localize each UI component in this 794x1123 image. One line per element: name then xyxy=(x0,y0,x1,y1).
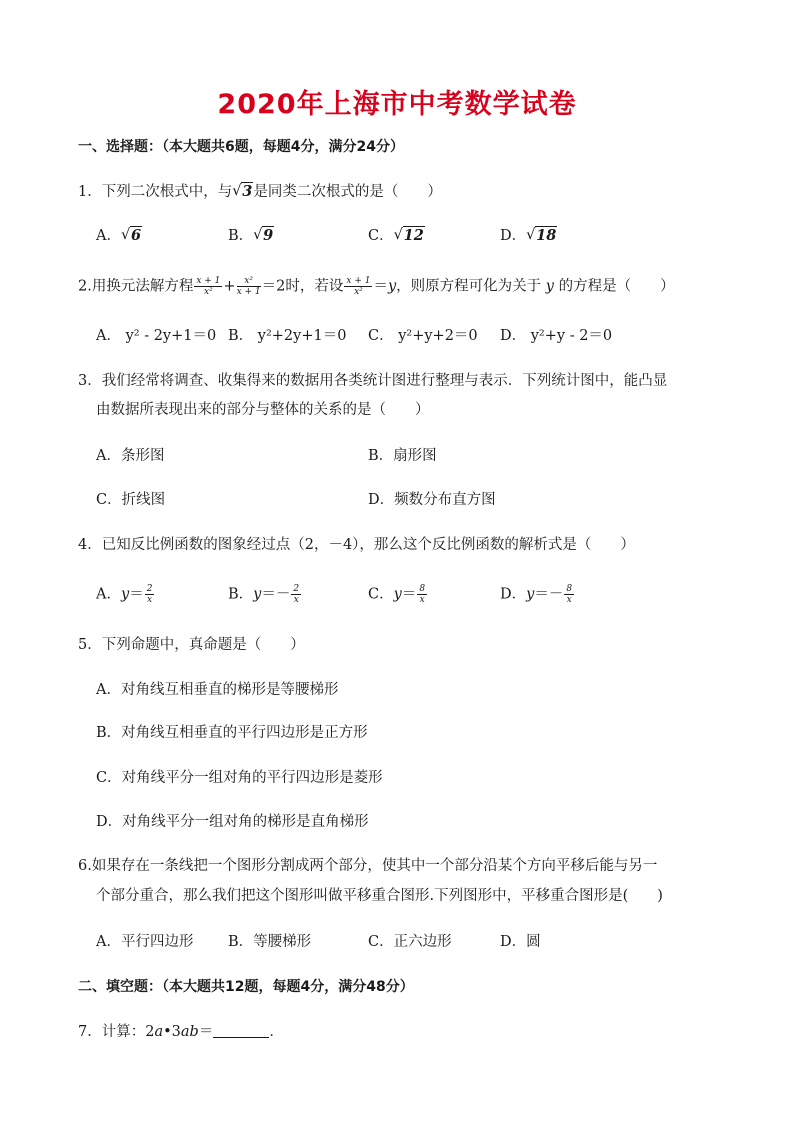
question-2: 2.用换元法解方程 $\frac{x + 1}{\text{x²}}$ + $\frac{\text{x²}}{x + 1}$ ＝2时，若设 $\frac{x + 1}{\text{x²}}$ ＝y，则原方程可化为关于 y 的方程是（ ） xyxy=(78,276,675,297)
question-6-line-2: 个部分重合，那么我们把这个图形叫做平移重合图形.下列图形中，平移重合图形是( ) xyxy=(96,888,663,904)
fraction: $\frac{x + 1}{\text{x²}}$ xyxy=(346,276,371,297)
q1-option-d: D．√ 18 xyxy=(500,226,557,246)
q4-option-a: A．y＝ $\frac{2}{x}$ xyxy=(96,584,153,605)
q1-option-c: C．√ 12 xyxy=(368,226,425,246)
q6-option-a: A．平行四边形 xyxy=(96,934,194,950)
q3-option-c: C．折线图 xyxy=(96,492,166,508)
q2-option-b: B． y²+2y+1＝0 xyxy=(228,328,347,344)
q5-option-b: B．对角线互相垂直的平行四边形是正方形 xyxy=(96,725,368,741)
q5-option-a: A．对角线互相垂直的梯形是等腰梯形 xyxy=(96,682,339,698)
q6-option-d: D．圆 xyxy=(500,934,541,950)
q2-option-d: D． y²+y - 2＝0 xyxy=(500,328,613,344)
q1-option-a: A．√ 6 xyxy=(96,226,142,246)
q6-option-c: C．正六边形 xyxy=(368,934,452,950)
fraction: $\frac{x + 1}{\text{x²}}$ xyxy=(196,276,221,297)
q5-option-c: C．对角线平分一组对角的平行四边形是菱形 xyxy=(96,770,383,786)
q3-option-b: B．扇形图 xyxy=(368,448,437,464)
section-heading-fill-in: 二、填空题：（本大题共12题，每题4分，满分48分） xyxy=(78,979,414,995)
question-6-line-1: 6.如果存在一条线把一个图形分割成两个部分，使其中一个部分沿某个方向平移后能与另一 xyxy=(78,858,658,874)
q4-option-d: D．y＝－ $\frac{8}{x}$ xyxy=(500,584,573,605)
q3-option-d: D．频数分布直方图 xyxy=(368,492,496,508)
q2-option-c: C． y²+y+2＝0 xyxy=(368,328,478,344)
q4-option-c: C．y＝ $\frac{8}{x}$ xyxy=(368,584,426,605)
question-3-line-1: 3．我们经常将调查、收集得来的数据用各类统计图进行整理与表示．下列统计图中，能凸显 xyxy=(78,373,668,389)
question-1: 1．下列二次根式中，与√ 3是同类二次根式的是（ ） xyxy=(78,182,442,202)
q3-option-a: A．条形图 xyxy=(96,448,165,464)
q1-option-b: B．√ 9 xyxy=(228,226,274,246)
page-title: 2020年上海市中考数学试卷 xyxy=(217,89,577,120)
q4-option-b: B．y＝－ $\frac{2}{x}$ xyxy=(228,584,300,605)
question-4: 4．已知反比例函数的图象经过点（2，－4），那么这个反比例函数的解析式是（ ） xyxy=(78,537,635,553)
question-7: 7．计算：2a•3ab＝ ． xyxy=(78,1024,284,1040)
answer-blank[interactable] xyxy=(213,1023,269,1038)
question-5: 5．下列命题中，真命题是（ ） xyxy=(78,637,305,653)
q2-option-a: A． y² - 2y+1＝0 xyxy=(96,328,217,344)
q5-option-d: D．对角线平分一组对角的梯形是直角梯形 xyxy=(96,814,369,830)
sqrt-expression: √ 3 xyxy=(232,182,253,202)
q6-option-b: B．等腰梯形 xyxy=(228,934,312,950)
question-3-line-2: 由数据所表现出来的部分与整体的关系的是（ ） xyxy=(96,402,430,418)
fraction: $\frac{\text{x²}}{x + 1}$ xyxy=(236,276,261,297)
section-heading-choice: 一、选择题：（本大题共6题，每题4分，满分24分） xyxy=(78,139,404,155)
